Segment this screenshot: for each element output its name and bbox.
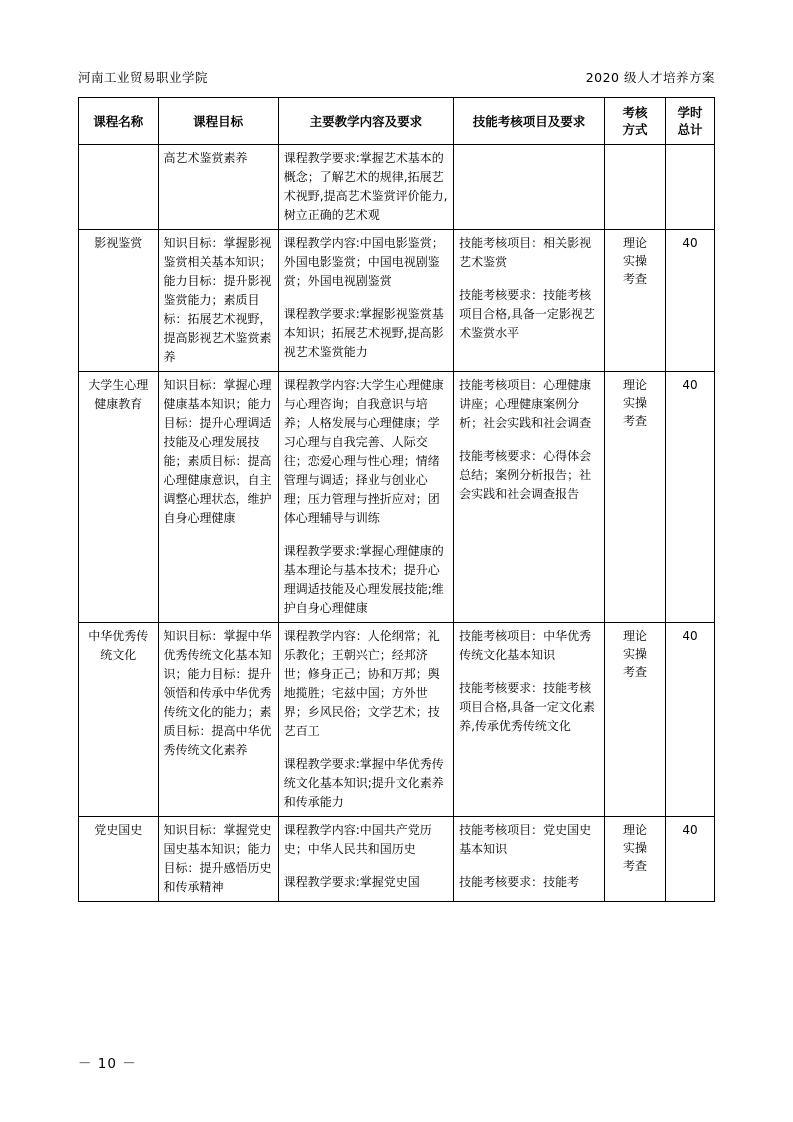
skill-paragraph: 技能考核要求：心得体会总结；案例分析报告；社会实践和社会调查报告	[459, 449, 592, 501]
content-paragraph: 课程教学内容:中国电影鉴赏；外国电影鉴赏；中国电视剧鉴赏；外国电视剧鉴赏	[283, 236, 444, 288]
cell-total-hours: 40	[666, 230, 715, 372]
cell-exam-method	[604, 230, 665, 372]
content-paragraph: 课程教学内容:大学生心理健康与心理咨询；自我意识与培养；人格发展与心理健康；学习心理与自我完善、人际交往；恋爱心理与性心理；情绪管理与调适；择业与创业心理；压力管理与挫折应对；团体心理辅导与训练	[283, 378, 444, 525]
cell-course-name: 党史国史	[79, 817, 159, 902]
cell-course-name	[79, 145, 159, 230]
content-paragraph: 课程教学内容：人伦纲常；礼乐教化；王朝兴亡；经邦济世；修身正己；协和万邦；舆地揽胜；宅兹中国；方外世界；乡风民俗；文学艺术；技艺百工	[283, 629, 440, 738]
cell-teaching-content	[278, 817, 453, 902]
cell-exam-method	[604, 372, 665, 623]
exam-method-line3: 考查	[622, 665, 647, 679]
table-row	[79, 230, 715, 372]
header-institution: 河南工业贸易职业学院	[78, 70, 209, 85]
exam-method-line1: 理论	[622, 823, 647, 837]
cell-exam-method	[604, 145, 665, 230]
exam-method-line1: 理论	[622, 236, 647, 250]
cell-total-hours: 40	[666, 817, 715, 902]
cell-course-goal: 知识目标：掌握影视鉴赏相关基本知识；能力目标：提升影视鉴赏能力；素质目标：拓展艺术视野，提高影视艺术鉴赏素养	[158, 230, 278, 372]
skill-paragraph: 技能考核要求：技能考	[459, 875, 580, 889]
cell-total-hours: 40	[666, 372, 715, 623]
cell-skill-assessment	[454, 230, 605, 372]
cell-teaching-content	[278, 372, 453, 623]
cell-total-hours	[666, 145, 715, 230]
cell-course-name: 中华优秀传统文化	[79, 623, 159, 817]
cell-skill-assessment	[454, 145, 605, 230]
cell-course-name: 大学生心理健康教育	[79, 372, 159, 623]
column-header-total-hours-line1: 学时	[677, 105, 703, 120]
cell-skill-assessment	[454, 817, 605, 902]
exam-method-line1: 理论	[622, 629, 647, 643]
content-paragraph: 课程教学要求:掌握党史国	[283, 875, 420, 889]
skill-paragraph: 技能考核项目：中华优秀传统文化基本知识	[459, 629, 592, 662]
cell-exam-method	[604, 623, 665, 817]
skill-paragraph: 技能考核项目：心理健康讲座；心理健康案例分析；社会实践和社会调查	[459, 378, 592, 430]
header-document-title: 2020 级人才培养方案	[585, 70, 715, 85]
column-header-skill-assessment: 技能考核项目及要求	[454, 98, 605, 145]
skill-paragraph: 技能考核项目：相关影视艺术鉴赏	[459, 236, 592, 269]
cell-course-goal: 知识目标：掌握心理健康基本知识；能力目标：提升心理调适技能及心理发展技能；素质目标：提高心理健康意识，自主调整心理状态，维护自身心理健康	[158, 372, 278, 623]
exam-method-line3: 考查	[622, 272, 647, 286]
column-header-total-hours	[666, 98, 715, 145]
column-header-exam-method-line2: 方式	[622, 122, 648, 137]
column-header-exam-method-line1: 考核	[622, 105, 648, 120]
page-header	[78, 70, 715, 86]
table-row	[79, 372, 715, 623]
table-row	[79, 623, 715, 817]
column-header-teaching-content: 主要教学内容及要求	[278, 98, 453, 145]
content-paragraph: 课程教学内容:中国共产党历史；中华人民共和国历史	[283, 823, 432, 856]
page-number: － 10 －	[78, 1056, 137, 1072]
cell-teaching-content	[278, 230, 453, 372]
column-header-total-hours-line2: 总计	[677, 122, 703, 137]
cell-teaching-content: 课程教学要求:掌握艺术基本的概念；了解艺术的规律,拓展艺术视野,提高艺术鉴赏评价能力,树立正确的艺术观	[278, 145, 453, 230]
skill-paragraph: 技能考核要求：技能考核项目合格,具备一定文化素养,传承优秀传统文化	[459, 681, 595, 733]
exam-method-line3: 考查	[622, 414, 647, 428]
table-row	[79, 145, 715, 230]
cell-course-name: 影视鉴赏	[79, 230, 159, 372]
cell-course-goal: 知识目标：掌握中华优秀传统文化基本知识；能力目标：提升领悟和传承中华优秀传统文化的能力；素质目标：提高中华优秀传统文化素养	[158, 623, 278, 817]
exam-method-line1: 理论	[622, 378, 647, 392]
skill-paragraph: 技能考核项目：党史国史基本知识	[459, 823, 592, 856]
exam-method-line2: 实操	[622, 396, 647, 410]
exam-method-line2: 实操	[622, 254, 647, 268]
cell-skill-assessment	[454, 372, 605, 623]
exam-method-line2: 实操	[622, 647, 647, 661]
content-paragraph: 课程教学要求:掌握影视鉴赏基本知识；拓展艺术视野,提高影视艺术鉴赏能力	[283, 307, 444, 359]
cell-course-goal: 知识目标：掌握党史国史基本知识；能力目标：提升感悟历史和传承精神	[158, 817, 278, 902]
table-row	[79, 817, 715, 902]
column-header-course-name: 课程名称	[79, 98, 159, 145]
exam-method-line2: 实操	[622, 841, 647, 855]
content-paragraph: 课程教学要求:掌握中华优秀传统文化基本知识;提升文化素养和传承能力	[283, 757, 444, 809]
cell-teaching-content	[278, 623, 453, 817]
cell-total-hours: 40	[666, 623, 715, 817]
cell-exam-method	[604, 817, 665, 902]
column-header-course-goal: 课程目标	[158, 98, 278, 145]
course-plan-table	[78, 97, 715, 902]
column-header-exam-method	[604, 98, 665, 145]
cell-skill-assessment	[454, 623, 605, 817]
content-paragraph: 课程教学要求:掌握心理健康的基本理论与基本技术；提升心理调适技能及心理发展技能;维护自身心理健康	[283, 544, 444, 615]
exam-method-line3: 考查	[622, 859, 647, 873]
skill-paragraph: 技能考核要求：技能考核项目合格,具备一定影视艺术鉴赏水平	[459, 288, 595, 340]
table-header-row	[79, 98, 715, 145]
cell-course-goal: 高艺术鉴赏素养	[158, 145, 278, 230]
